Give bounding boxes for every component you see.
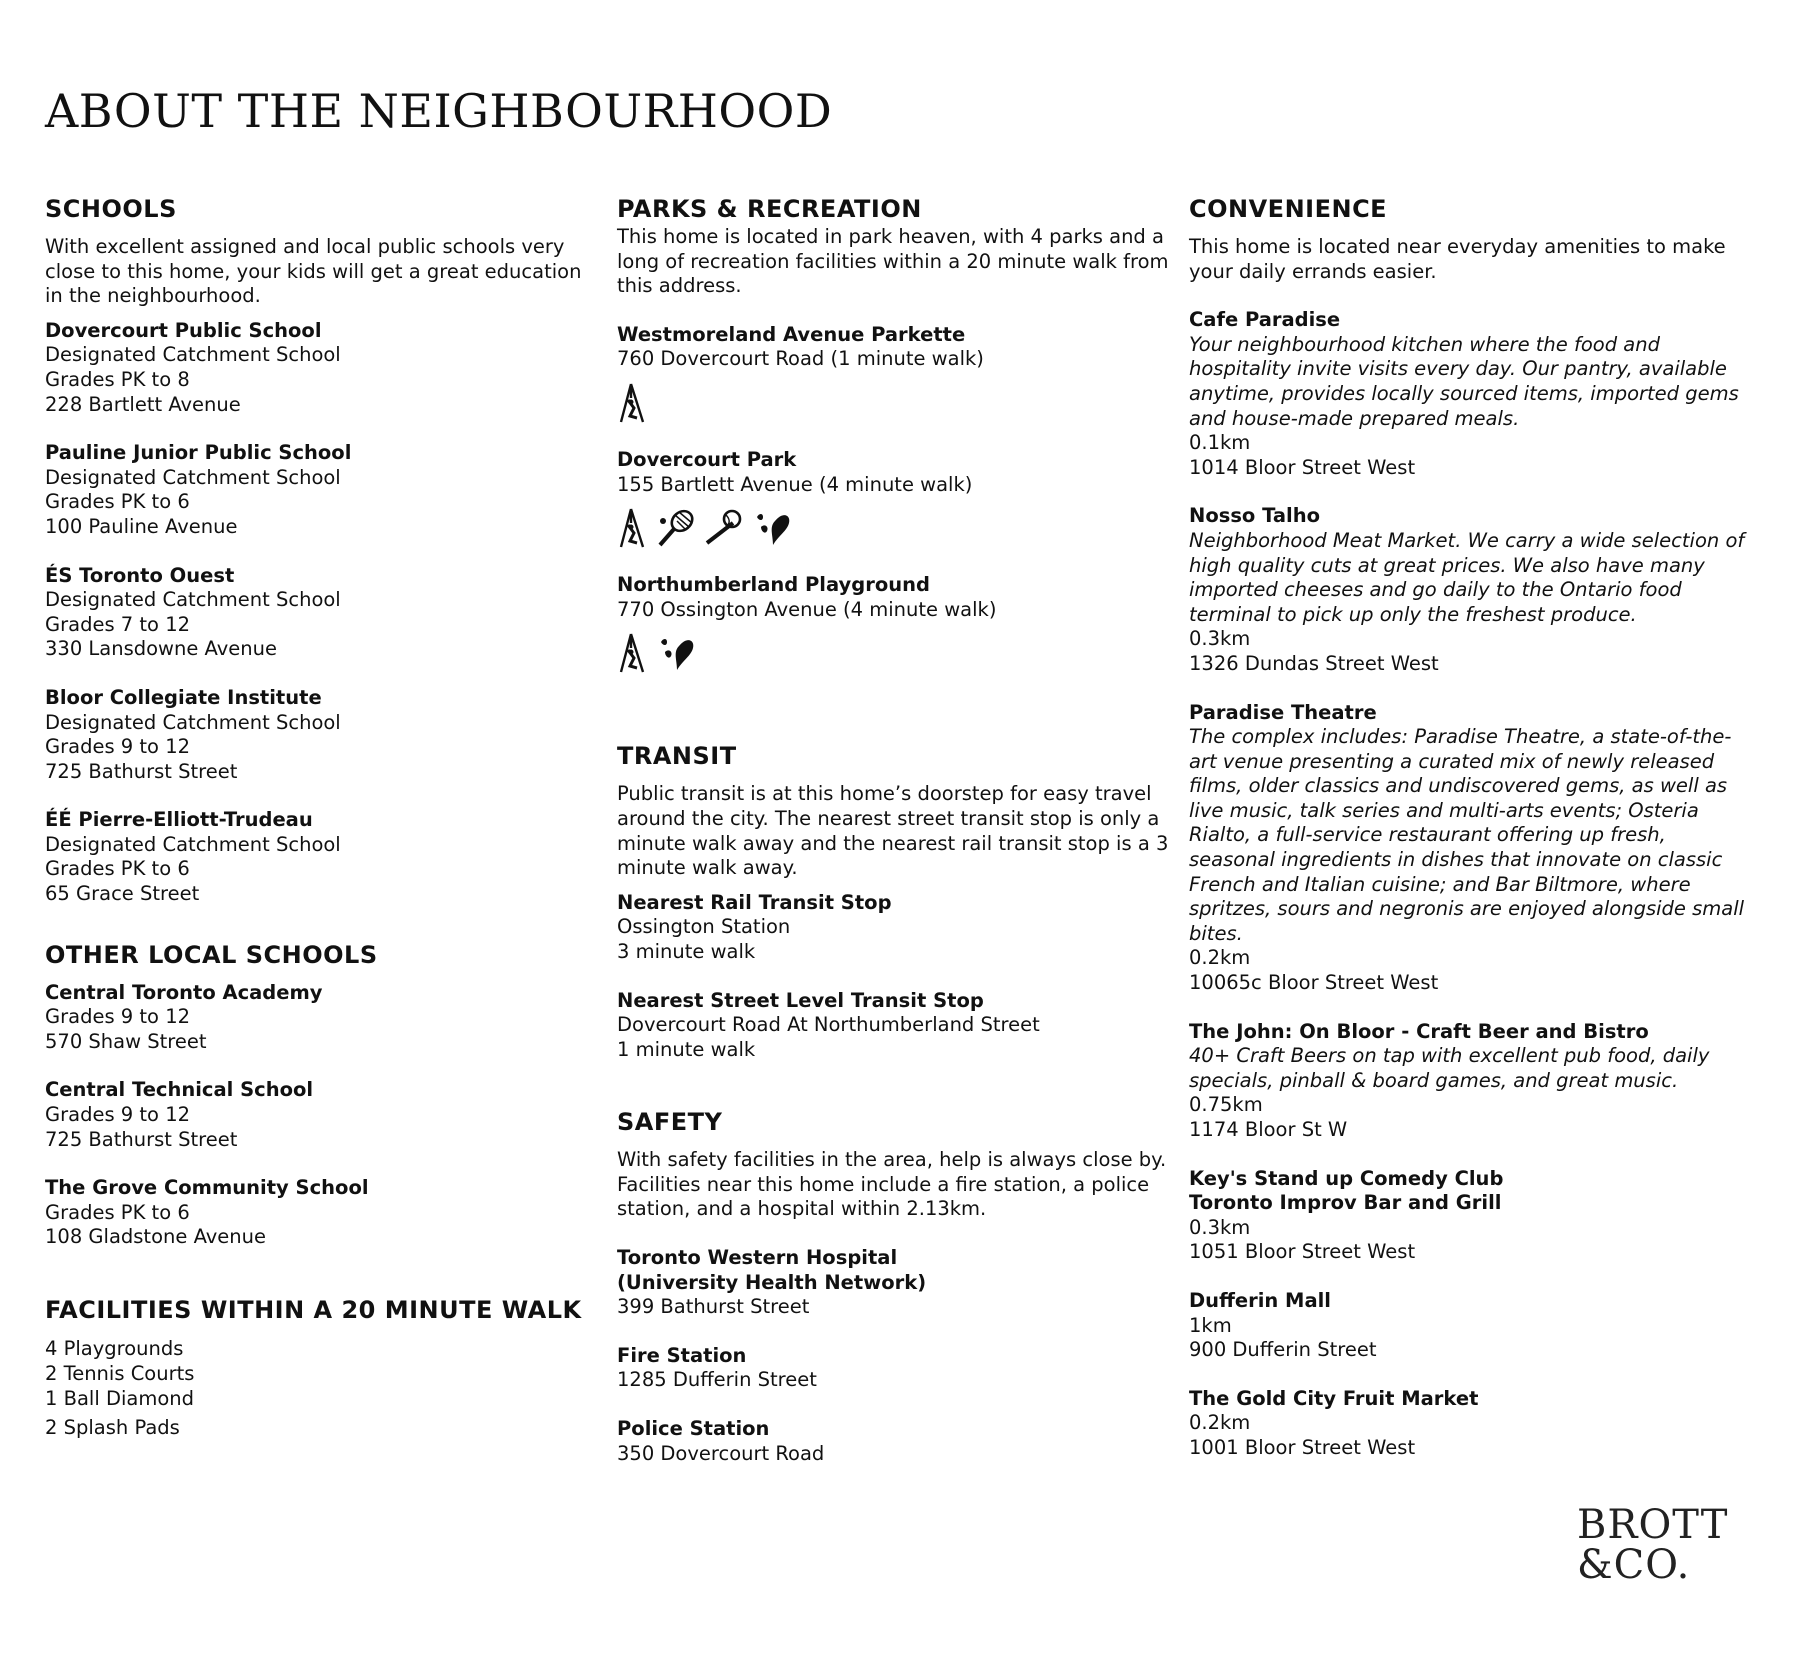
- playground-icon: [617, 382, 649, 424]
- park-amenity-icons: [617, 632, 1172, 674]
- ball-diamond-icon: [703, 507, 745, 549]
- amenity-entry: [1189, 308, 1749, 480]
- schools-section: [45, 193, 585, 907]
- transit-stop-name: Dovercourt Road At Northumberland Street: [617, 1013, 1040, 1037]
- transit-heading: TRANSIT: [617, 742, 737, 771]
- convenience-section: [1189, 193, 1749, 1461]
- parks-section: [617, 193, 1172, 674]
- amenity-description: 40+ Craft Beers on tap with excellent pub food, daily specials, pinball & board games, and great music.: [1189, 1044, 1710, 1092]
- school-grades: Grades 9 to 12: [45, 1005, 191, 1029]
- park-amenity-icons: [617, 382, 1172, 424]
- schools-heading: SCHOOLS: [45, 195, 177, 223]
- other-schools-section: [45, 939, 585, 1250]
- school-type: Designated Catchment School: [45, 343, 341, 367]
- school-entry: [45, 564, 585, 662]
- amenity-address: 10065c Bloor Street West: [1189, 971, 1439, 995]
- safety-intro: With safety facilities in the area, help is always close by. Facilities near this home include a fire station, a police station, and a hospital within 2.13km.: [617, 1148, 1167, 1221]
- tennis-icon: [655, 507, 697, 549]
- school-address: 330 Lansdowne Avenue: [45, 637, 278, 661]
- convenience-intro: This home is located near everyday amenities to make your daily errands easier.: [1189, 235, 1726, 283]
- facility-name-secondary: (University Health Network): [617, 1270, 927, 1294]
- amenity-distance: 1km: [1189, 1313, 1232, 1337]
- amenity-name: The John: On Bloor - Craft Beer and Bistro: [1189, 1019, 1649, 1043]
- school-address: 725 Bathurst Street: [45, 1127, 238, 1151]
- page-title: ABOUT THE NEIGHBOURHOOD: [45, 84, 833, 138]
- school-address: 570 Shaw Street: [45, 1029, 207, 1053]
- column-right: [1189, 193, 1749, 1485]
- facility-name: Fire Station: [617, 1343, 747, 1367]
- school-entry: [45, 1078, 585, 1152]
- facility-address: 350 Dovercourt Road: [617, 1441, 825, 1465]
- amenity-distance: 0.1km: [1189, 431, 1251, 455]
- amenity-name: The Gold City Fruit Market: [1189, 1386, 1479, 1410]
- amenity-description: The complex includes: Paradise Theatre, a state-of-the-art venue presenting a curated mix of newly released films, older classics and undiscovered gems, as well as live music, talk series and multi-arts events; Osteria Rialto, a full-service restaurant offering up fresh, seasonal ingredients in dishes that innovate on classic French and Italian cuisine; and Bar Biltmore, where spritzes, sours and negronis are enjoyed alongside small bites.: [1189, 725, 1745, 945]
- school-name: Dovercourt Public School: [45, 318, 322, 342]
- park-name: Northumberland Playground: [617, 573, 930, 597]
- school-type: Designated Catchment School: [45, 588, 341, 612]
- logo-line: BROTT: [1577, 1502, 1729, 1548]
- transit-stop-label: Nearest Street Level Transit Stop: [617, 988, 984, 1012]
- facility-item: 4 Playgrounds: [45, 1337, 184, 1360]
- column-middle: [617, 193, 1172, 1490]
- amenity-name-secondary: Toronto Improv Bar and Grill: [1189, 1191, 1502, 1215]
- amenity-address: 1051 Bloor Street West: [1189, 1240, 1416, 1264]
- schools-intro: With excellent assigned and local public schools very close to this home, your kids will get a great education in the neighbourhood.: [45, 235, 582, 308]
- park-address: 760 Dovercourt Road (1 minute walk): [617, 347, 984, 371]
- park-entry: [617, 573, 1172, 674]
- amenity-address: 1174 Bloor St W: [1189, 1118, 1348, 1141]
- amenity-distance: 0.3km: [1189, 1215, 1251, 1239]
- logo-line: &CO.: [1577, 1542, 1691, 1588]
- school-name: Central Technical School: [45, 1078, 314, 1102]
- school-entry: [45, 981, 585, 1055]
- school-entry: [45, 441, 585, 539]
- playground-icon: [617, 632, 649, 674]
- amenity-address: 1001 Bloor Street West: [1189, 1435, 1416, 1459]
- park-entry: [617, 448, 1172, 549]
- school-name: Pauline Junior Public School: [45, 441, 352, 465]
- safety-section: [617, 1106, 1172, 1466]
- amenity-name: Cafe Paradise: [1189, 308, 1341, 332]
- transit-stop-label: Nearest Rail Transit Stop: [617, 890, 892, 914]
- facility-address: 1285 Dufferin Street: [617, 1368, 817, 1392]
- school-grades: Grades PK to 6: [45, 490, 190, 514]
- amenity-name: Key's Stand up Comedy Club: [1189, 1166, 1504, 1190]
- facility-item: 1 Ball Diamond: [45, 1387, 195, 1410]
- facility-name: Toronto Western Hospital: [617, 1246, 898, 1270]
- school-entry: [45, 1176, 585, 1250]
- facility-address: 399 Bathurst Street: [617, 1295, 810, 1319]
- safety-entry: [617, 1417, 1172, 1466]
- parks-heading: PARKS & RECREATION: [617, 195, 922, 223]
- facility-item: 2 Tennis Courts: [45, 1362, 195, 1385]
- transit-walk-time: 3 minute walk: [617, 939, 756, 963]
- amenity-entry: [1189, 1020, 1749, 1143]
- facility-item: 2 Splash Pads: [45, 1416, 180, 1439]
- school-name: Central Toronto Academy: [45, 980, 323, 1004]
- school-grades: Grades 7 to 12: [45, 612, 191, 636]
- amenity-description: Neighborhood Meat Market. We carry a wide selection of high quality cuts at great prices. We also have many imported cheeses and go daily to the Ontario food terminal to pick up only the freshest produce.: [1189, 528, 1745, 626]
- school-entry: [45, 686, 585, 784]
- school-grades: Grades 9 to 12: [45, 1103, 191, 1127]
- facilities-heading: FACILITIES WITHIN A 20 MINUTE WALK: [45, 1296, 582, 1324]
- park-address: 155 Bartlett Avenue (4 minute walk): [617, 472, 973, 496]
- amenity-entry: [1189, 1167, 1749, 1265]
- safety-heading: SAFETY: [617, 1108, 723, 1137]
- school-name: Bloor Collegiate Institute: [45, 685, 322, 709]
- school-name: ÉÉ Pierre-Elliott-Trudeau: [45, 808, 313, 832]
- amenity-distance: 0.75km: [1189, 1093, 1263, 1117]
- transit-entry: [617, 989, 1172, 1063]
- other-schools-heading: OTHER LOCAL SCHOOLS: [45, 940, 378, 969]
- school-grades: Grades PK to 6: [45, 1200, 190, 1224]
- park-address: 770 Ossington Avenue (4 minute walk): [617, 597, 997, 621]
- facility-name: Police Station: [617, 1417, 770, 1441]
- amenity-distance: 0.2km: [1189, 946, 1251, 970]
- safety-entry: [617, 1344, 1172, 1393]
- splash-pad-icon: [655, 632, 697, 674]
- amenity-distance: 0.3km: [1189, 627, 1251, 651]
- school-address: 228 Bartlett Avenue: [45, 392, 241, 416]
- convenience-heading: CONVENIENCE: [1189, 195, 1388, 223]
- school-type: Designated Catchment School: [45, 465, 341, 489]
- park-entry: [617, 323, 1172, 424]
- transit-entry: [617, 891, 1172, 965]
- school-grades: Grades PK to 8: [45, 367, 190, 391]
- amenity-name: Paradise Theatre: [1189, 700, 1377, 724]
- amenity-address: 1326 Dundas Street West: [1189, 651, 1439, 675]
- facilities-section: [45, 1294, 585, 1440]
- brott-co-logo: [1577, 1502, 1729, 1588]
- school-type: Designated Catchment School: [45, 832, 341, 856]
- school-address: 100 Pauline Avenue: [45, 514, 238, 538]
- park-name: Dovercourt Park: [617, 447, 797, 471]
- school-type: Designated Catchment School: [45, 710, 341, 734]
- column-left: [45, 193, 585, 1440]
- amenity-description: Your neighbourhood kitchen where the food and hospitality invite visits every day. Our pantry, available anytime, provides locally sourced items, imported gems and house-made prepared meals.: [1189, 332, 1739, 430]
- amenity-address: 1014 Bloor Street West: [1189, 455, 1416, 479]
- school-entry: [45, 808, 585, 906]
- school-name: The Grove Community School: [45, 1176, 369, 1200]
- school-address: 65 Grace Street: [45, 882, 200, 906]
- school-grades: Grades 9 to 12: [45, 735, 191, 759]
- school-name: ÉS Toronto Ouest: [45, 563, 235, 587]
- amenity-distance: 0.2km: [1189, 1411, 1251, 1435]
- school-grades: Grades PK to 6: [45, 857, 190, 881]
- amenity-entry: [1189, 1289, 1749, 1363]
- transit-section: [617, 740, 1172, 1062]
- park-amenity-icons: [617, 507, 1172, 549]
- transit-walk-time: 1 minute walk: [617, 1037, 756, 1061]
- transit-stop-name: Ossington Station: [617, 915, 791, 939]
- safety-entry: [617, 1246, 1172, 1320]
- transit-intro: Public transit is at this home’s doorstep for easy travel around the city. The nearest street transit stop is only a minute walk away and the nearest rail transit stop is a 3 minute walk away.: [617, 782, 1169, 880]
- amenity-address: 900 Dufferin Street: [1189, 1338, 1377, 1362]
- amenity-entry: [1189, 504, 1749, 676]
- parks-intro: This home is located in park heaven, with 4 parks and a long of recreation facilities within a 20 minute walk from this address.: [617, 225, 1169, 298]
- school-address: 725 Bathurst Street: [45, 759, 238, 783]
- amenity-entry: [1189, 1387, 1749, 1461]
- amenity-entry: [1189, 701, 1749, 996]
- amenity-name: Nosso Talho: [1189, 504, 1321, 528]
- school-address: 108 Gladstone Avenue: [45, 1225, 267, 1249]
- amenity-name: Dufferin Mall: [1189, 1288, 1331, 1312]
- park-name: Westmoreland Avenue Parkette: [617, 322, 966, 346]
- splash-pad-icon: [751, 507, 793, 549]
- school-entry: [45, 319, 585, 417]
- playground-icon: [617, 507, 649, 549]
